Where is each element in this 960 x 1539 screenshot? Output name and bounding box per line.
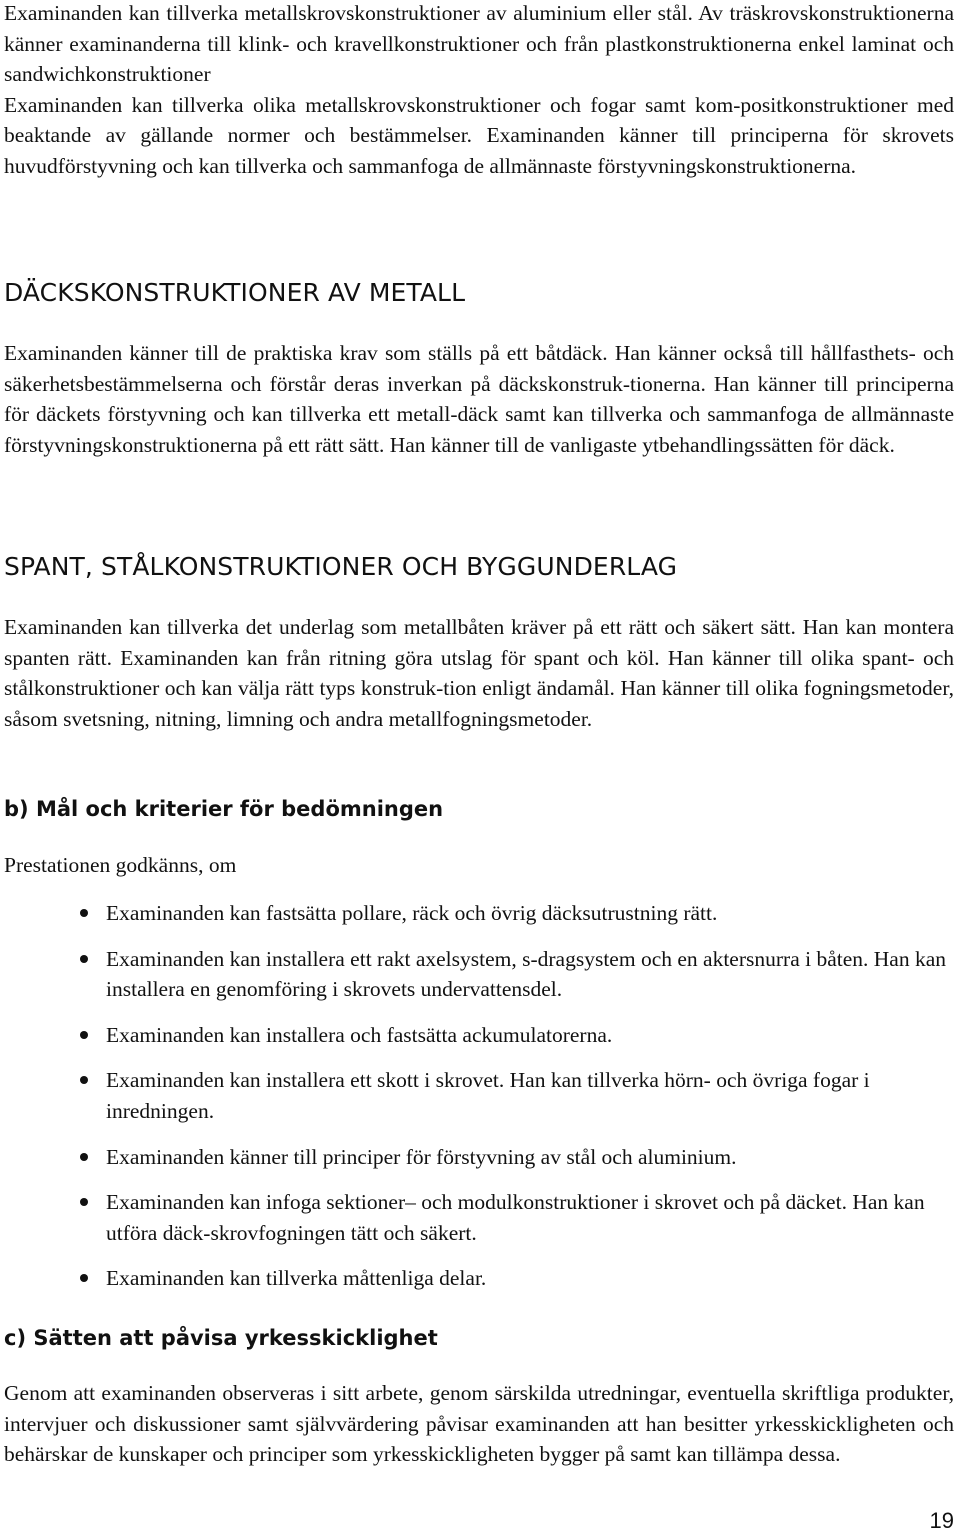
list-item-text: Examinanden kan fastsätta pollare, räck och övrig däcksutrustning rätt. [106,901,718,925]
methods-heading: c) Sätten att påvisa yrkesskicklighet [4,1326,438,1350]
intro-block [4,0,954,182]
list-item [0,1065,956,1126]
bullet-icon [80,909,88,917]
list-item [0,1142,956,1173]
criteria-list [0,898,960,1309]
list-item-text: Examinanden kan installera och fastsätta ackumulatorerna. [106,1022,613,1047]
criteria-heading: b) Mål och kriterier för bedömningen [4,797,444,821]
list-item-text: Examinanden kan installera ett skott i skrovet. Han kan tillverka hörn- och övriga fogar i inredningen. [106,1068,870,1123]
frames-heading: SPANT, STÅLKONSTRUKTIONER OCH BYGGUNDERLAG [4,552,678,581]
frames-paragraph: Examinanden kan tillverka det underlag som metallbåten kräver på ett rätt och säkert sätt. Han kan montera spanten rätt. Examinanden kan från ritning göra utslag för spant och köl. Han känner till olika spant- och stålkonstruktioner och kan välja rätt typs konstruk-tion enligt ändamål. Han känner till olika fogningsmetoder, såsom svetsning, nitning, limning och andra metallfogningsmetoder. [4,615,954,731]
list-item-text: Examinanden kan infoga sektioner– och modulkonstruktioner i skrovet och på däcket. Han kan utföra däck-skrovfogningen tätt och säkert. [106,1190,925,1245]
criteria-lead: Prestationen godkänns, om [4,853,237,877]
bullet-icon [80,1153,88,1161]
intro-paragraph-1: Examinanden kan tillverka metallskrovskonstruktioner av aluminium eller stål. Av träskrovskonstruktionerna känner examinanderna till klink- och kravellkonstruktioner och från plastkonstruktionerna enkel laminat och sandwichkonstruktioner [4,1,954,87]
list-item [0,898,956,929]
methods-paragraph: Genom att examinanden observeras i sitt arbete, genom särskilda utredningar, eventuella skriftliga produkter, intervjuer och diskussioner samt självvärdering påvisar examinanden att han besitter yrkesskickligheten och behärskar de kunskaper och principer som yrkesskickligheten bygger på samt kan tillämpa dessa. [4,1381,954,1467]
bullet-icon [80,955,88,963]
deck-paragraph: Examinanden känner till de praktiska krav som ställs på ett båtdäck. Han känner också till hållfasthets- och säkerhetsbestämmelserna och förstår deras inverkan på däckskonstruk-tionerna. Han känner till principerna för däckets förstyvning och kan tillverka ett metall-däck samt kan tillverka och sammanfoga de allmännaste förstyvningskonstruktionerna på ett rätt sätt. Han känner till de vanligaste ytbehandlingssätten för däck. [4,341,954,457]
page-number: 19 [929,1508,954,1533]
intro-paragraph-2: Examinanden kan tillverka olika metallskrovskonstruktioner och fogar samt kom-positkonstruktioner med beaktande av gällande normer och bestämmelser. Examinanden känner till principerna för skrovets huvudförstyvning och kan tillverka och sammanfoga de allmännaste förstyvningskonstruktionerna. [4,92,954,178]
list-item [0,944,956,1005]
bullet-icon [80,1076,88,1084]
bullet-icon [80,1031,88,1039]
bullet-icon [80,1274,88,1282]
list-item [0,1020,956,1051]
list-item-text: Examinanden känner till principer för förstyvning av stål och aluminium. [106,1144,737,1169]
list-item [0,1263,956,1294]
list-item [0,1187,956,1248]
deck-heading: DÄCKSKONSTRUKTIONER AV METALL [4,278,466,307]
list-item-text: Examinanden kan installera ett rakt axelsystem, s-dragsystem och en aktersnurra i båten. Han kan installera en genomföring i skrovets undervattensdel. [106,946,947,1002]
bullet-icon [80,1198,88,1206]
list-item-text: Examinanden kan tillverka måttenliga delar. [106,1266,487,1291]
